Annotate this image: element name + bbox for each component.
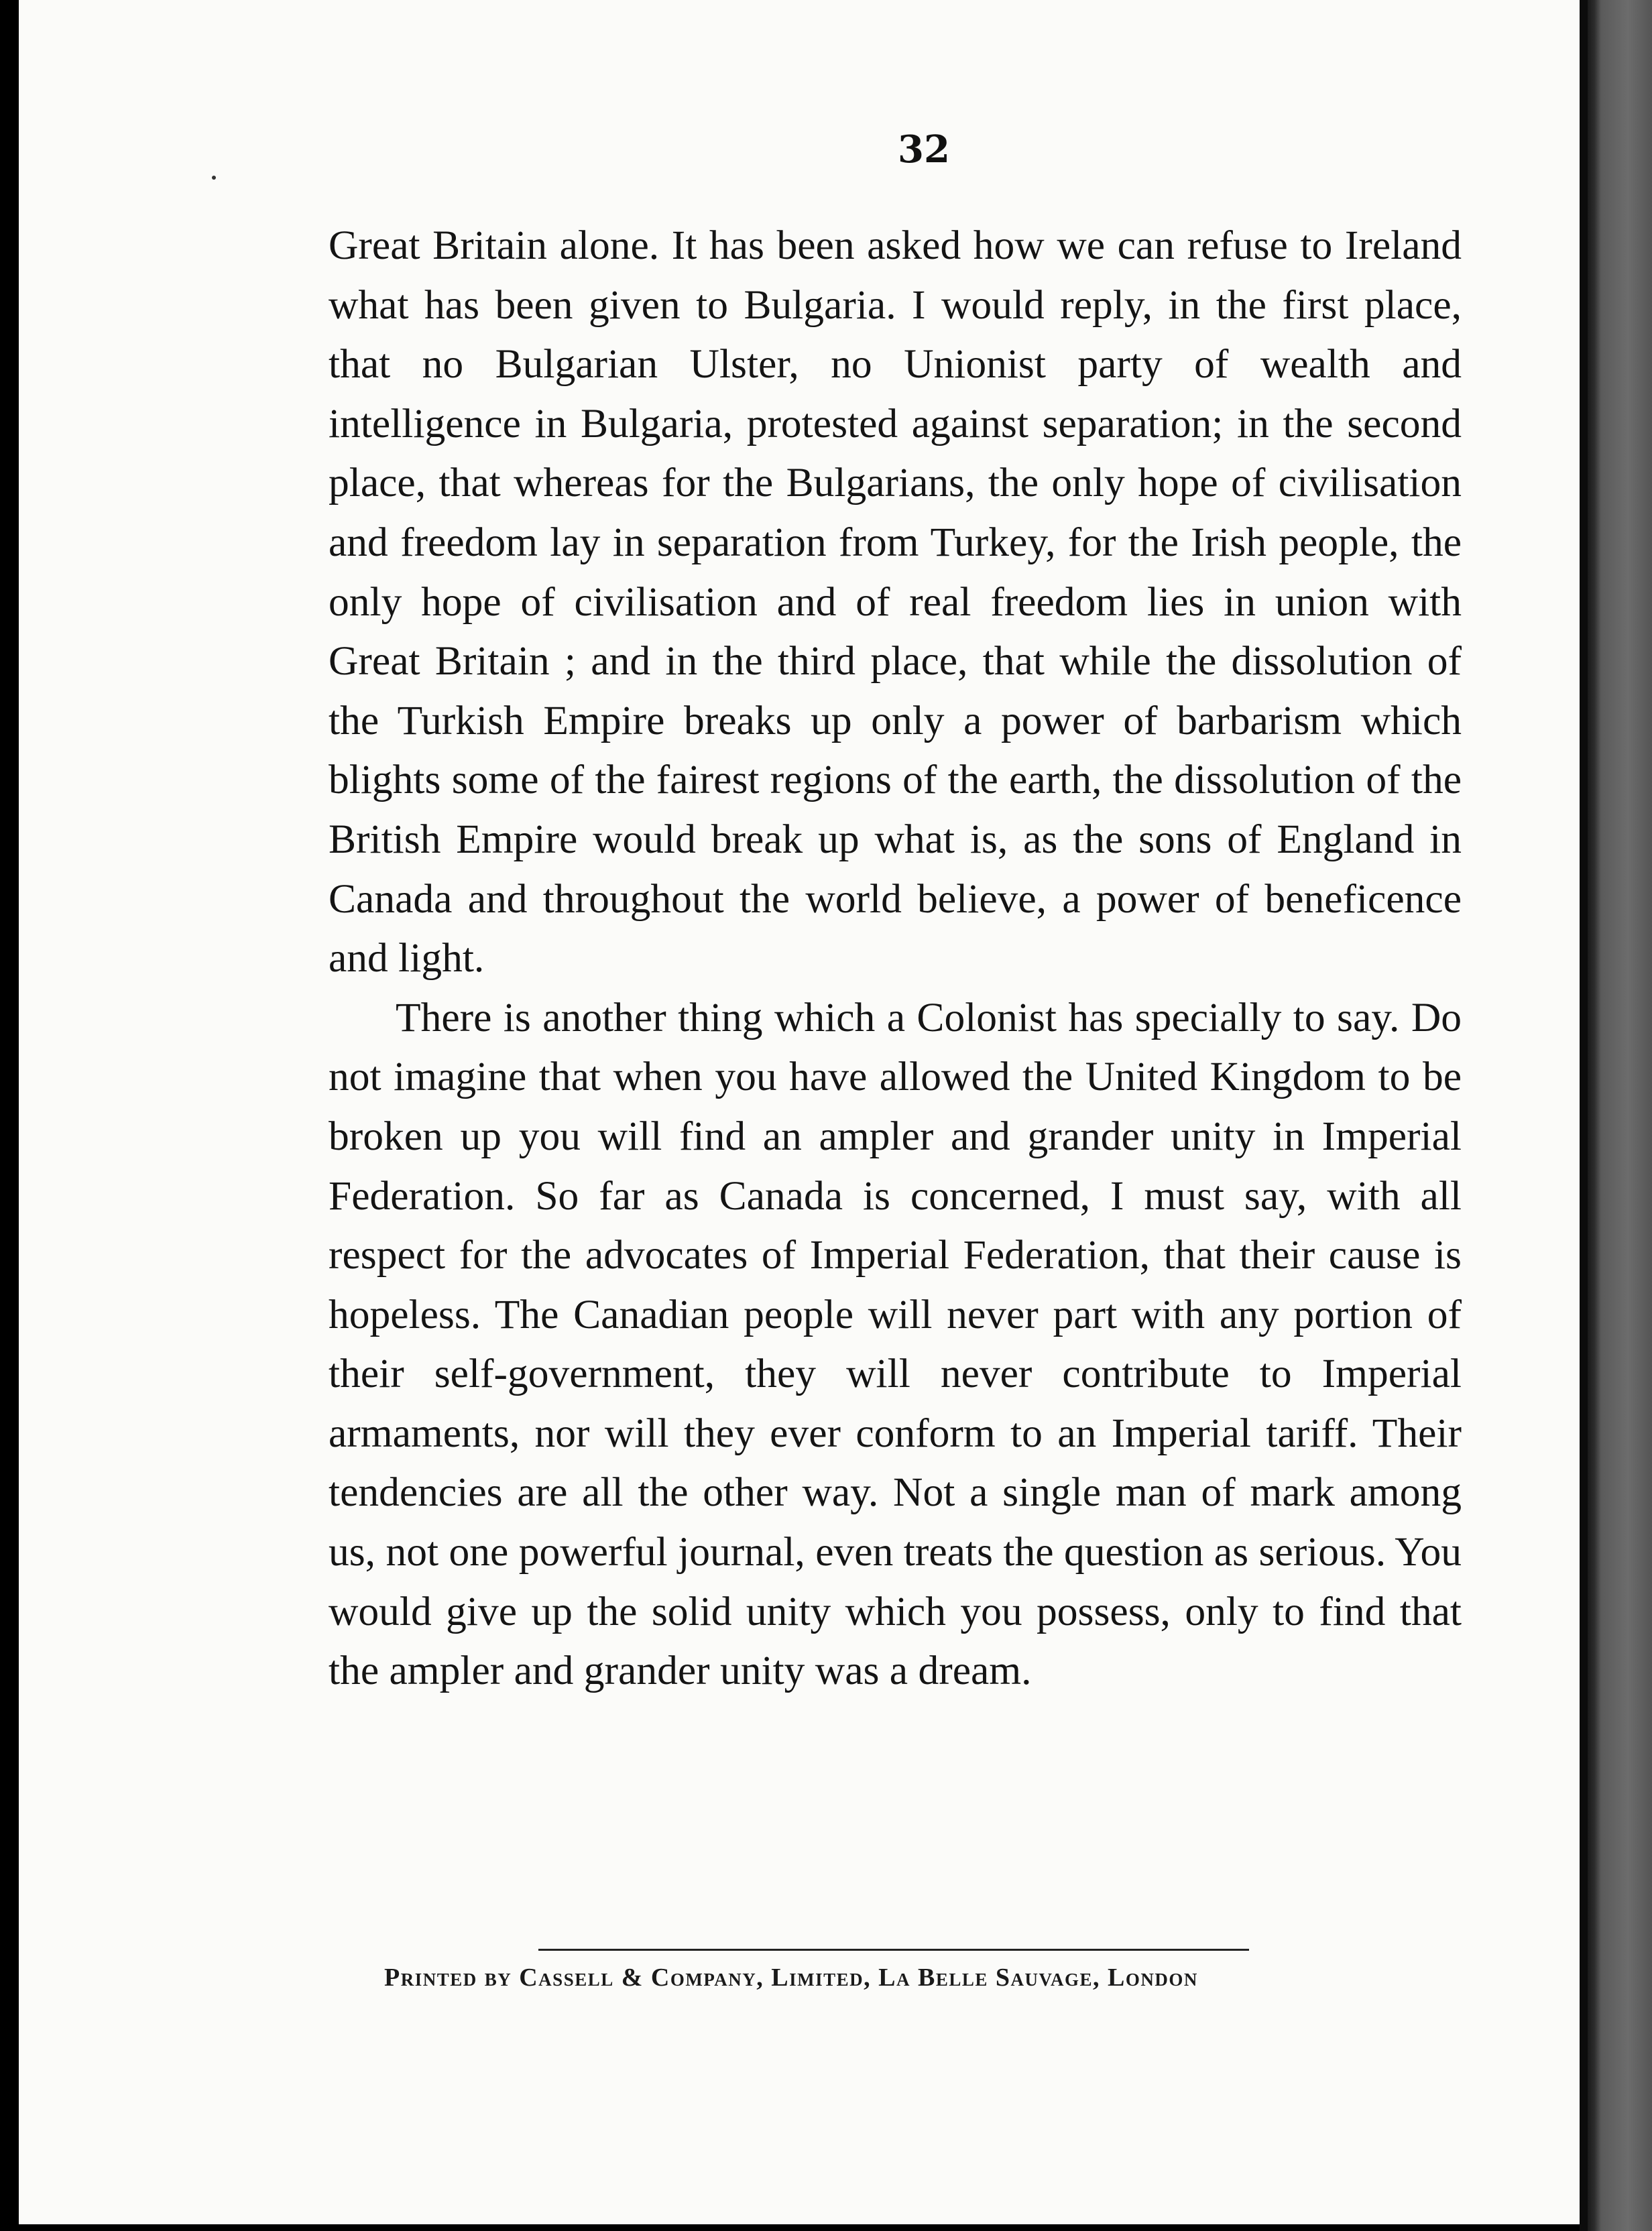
scanned-page — [19, 0, 1588, 2224]
footer-rule — [538, 1949, 1249, 1951]
page-edge-line — [1580, 0, 1588, 2231]
body-text — [329, 216, 1462, 1701]
paragraph-2: There is another thing which a Colonist has specially to say. Do not imagine that when you have allowed the United Kingdom to be broken up you will find an ampler and grander unity in Imperial Federation. So far as Canada is concerned, I must say, with all respect for the advocates of Imperial Federation, that their cause is hopeless. The Canadian people will never part with any portion of their self-government, they will never contribute to Imperial armaments, nor will they ever conform to an Imperial tariff. Their tendencies are all the other way. Not a single man of mark among us, not one powerful journal, even treats the question as serious. You would give up the solid unity which you possess, only to find that the ampler and grander unity was a dream. — [329, 994, 1462, 1694]
scan-edge-strip — [1588, 0, 1652, 2231]
printer-imprint: Printed by Cassell & Company, Limited, La Belle Sauvage, London — [384, 1964, 1198, 1992]
scan-speck — [212, 176, 216, 180]
paragraph-1: Great Britain alone. It has been asked how we can refuse to Ireland what has been given to Bulgaria. I would reply, in the first place, that no Bulgarian Ulster, no Unionist party of wealth and intelligence in Bulgaria, protested against separation; in the second place, that whereas for the Bulgarians, the only hope of civilisation and freedom lay in separation from Turkey, for the Irish people, the only hope of civilisation and of real freedom lies in union with Great Britain ; and in the third place, that while the dissolution of the Turkish Empire breaks up only a power of barbarism which blights some of the fairest regions of the earth, the dissolution of the British Empire would break up what is, as the sons of England in Canada and throughout the world believe, a power of beneficence and light. — [329, 223, 1462, 981]
page-number: 32 — [898, 127, 950, 172]
